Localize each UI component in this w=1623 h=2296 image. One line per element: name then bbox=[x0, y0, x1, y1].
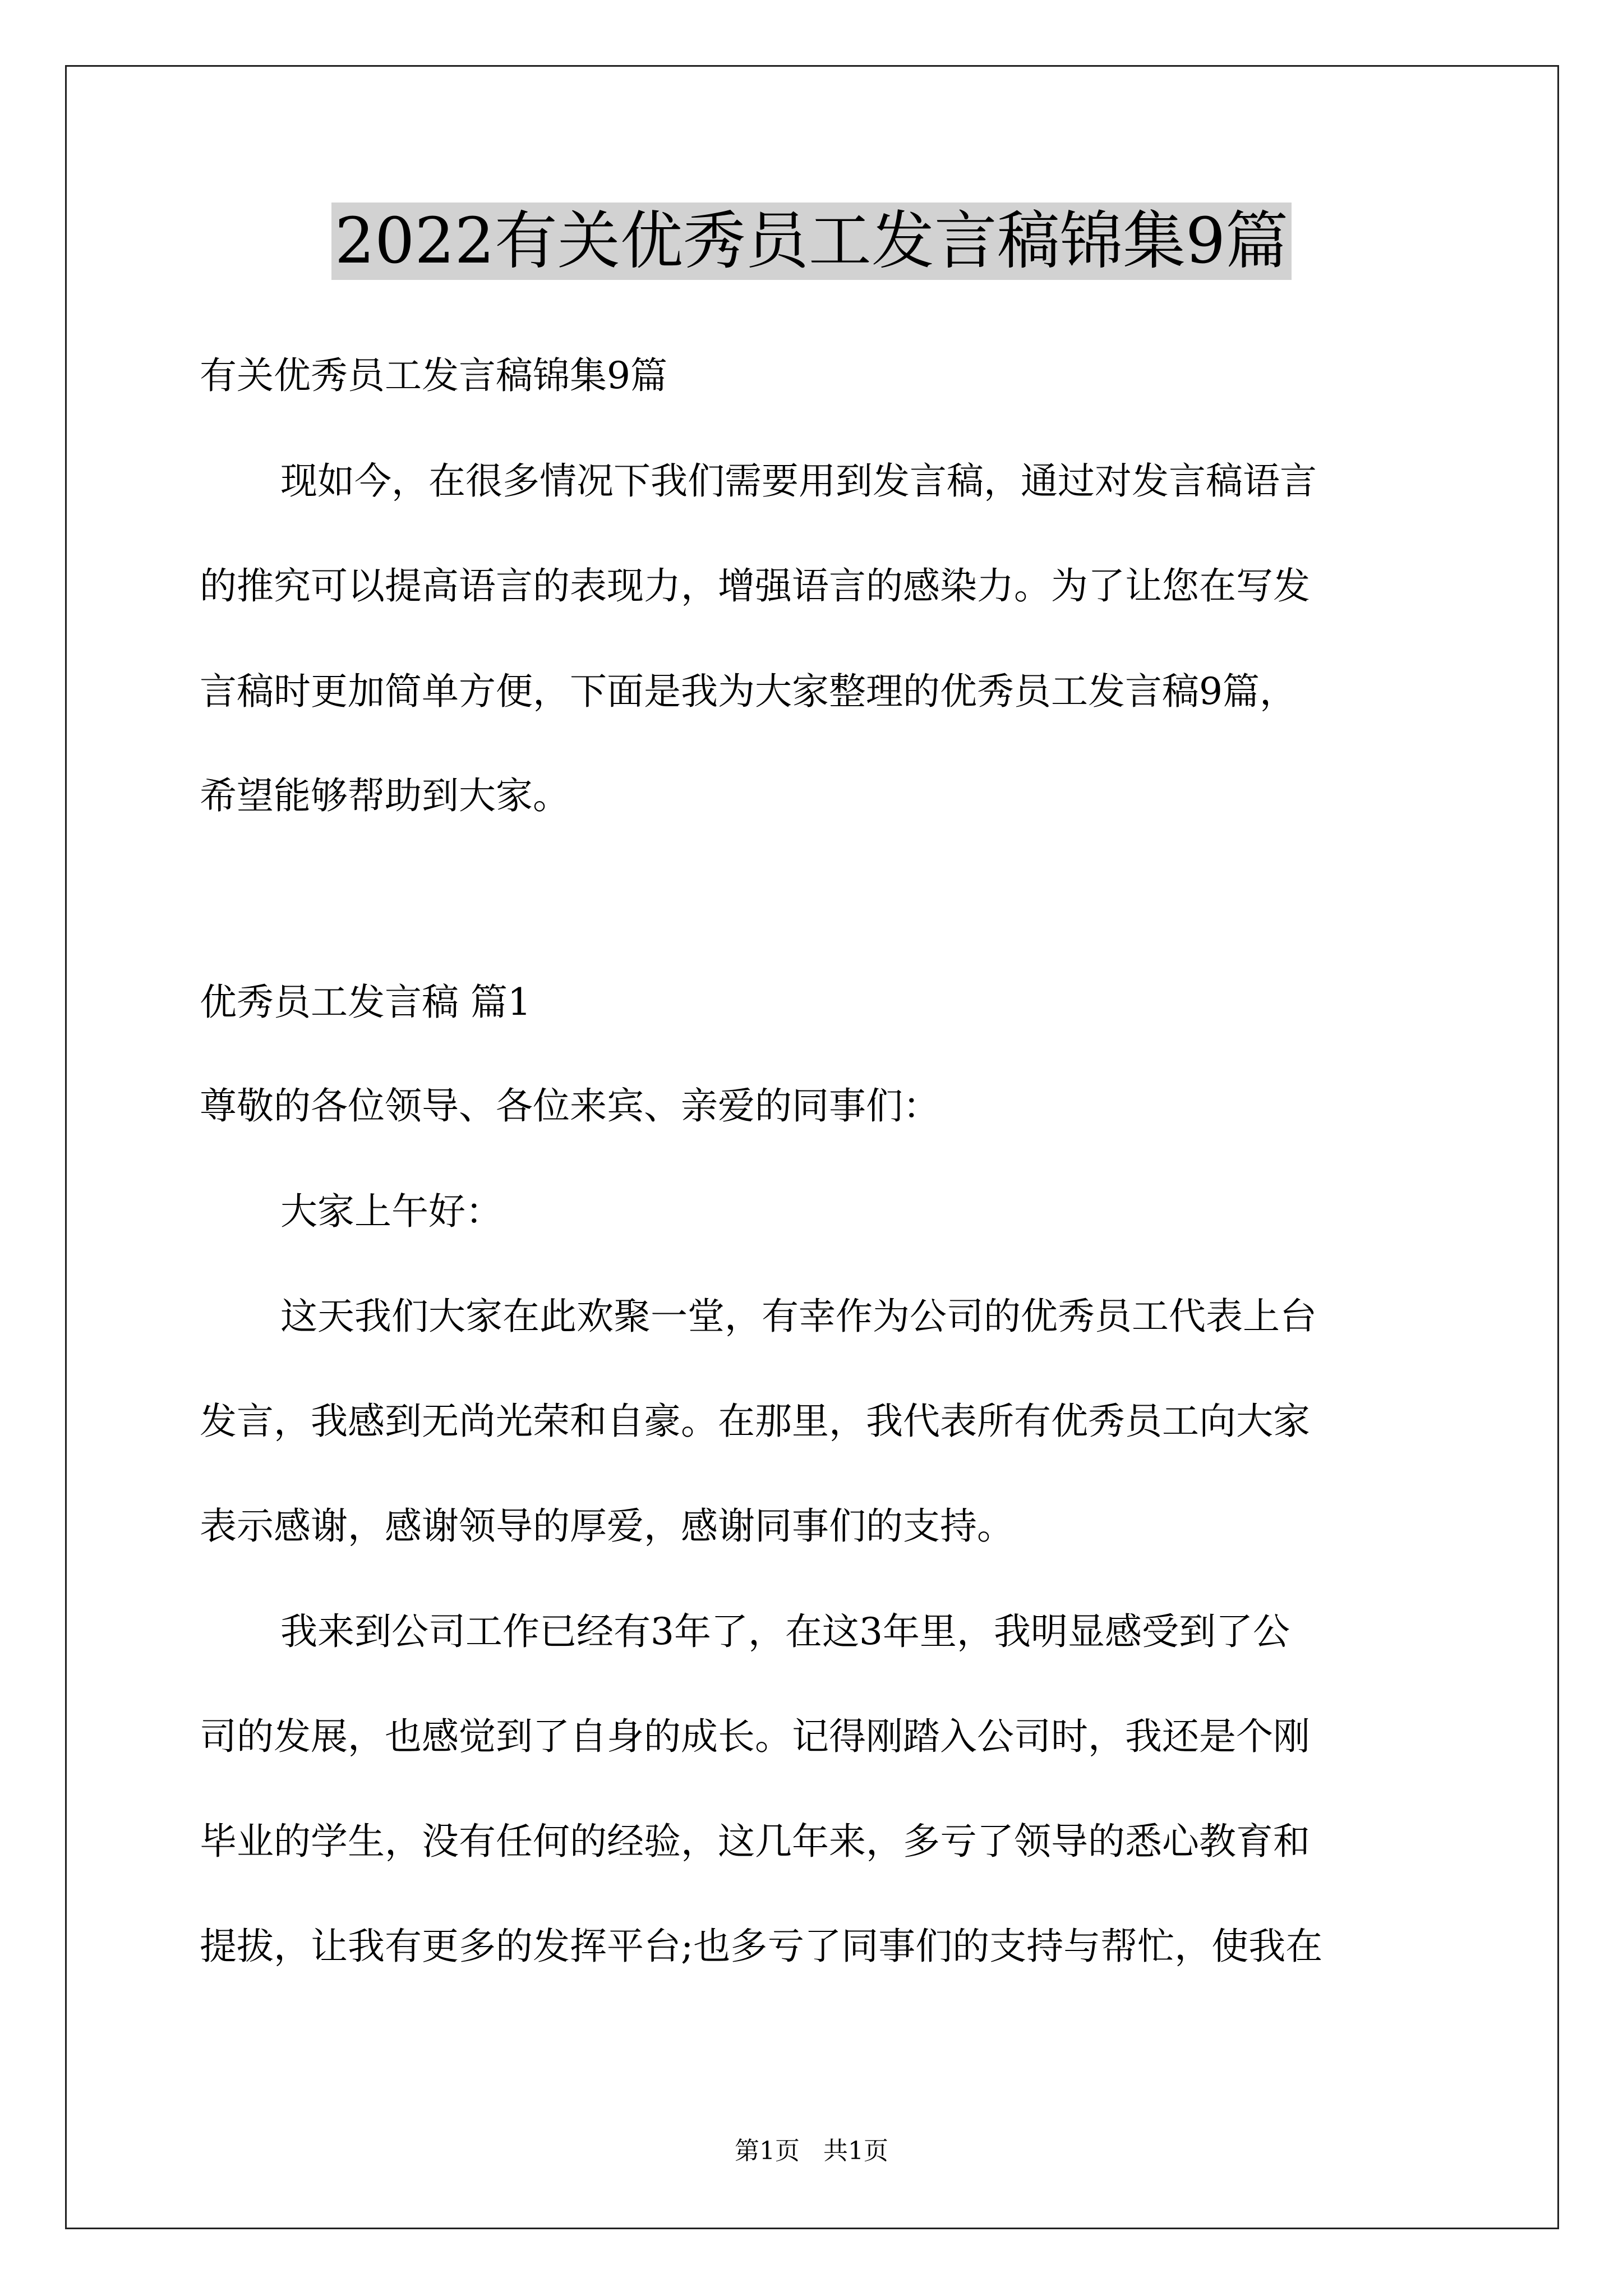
paragraph-2-line-1: 我来到公司工作已经有3年了，在这3年里，我明显感受到了公 bbox=[280, 1610, 1290, 1653]
document-subtitle: 有关优秀员工发言稿锦集9篇 bbox=[200, 354, 667, 397]
intro-line-1: 现如今，在很多情况下我们需要用到发言稿，通过对发言稿语言 bbox=[280, 459, 1317, 503]
paragraph-2-line-3: 毕业的学生，没有任何的经验，这几年来，多亏了领导的悉心教育和 bbox=[200, 1820, 1310, 1863]
paragraph-1-line-3: 表示感谢，感谢领导的厚爱，感谢同事们的支持。 bbox=[200, 1504, 1014, 1548]
greeting: 大家上午好： bbox=[280, 1190, 502, 1233]
document-title: 2022有关优秀员工发言稿锦集9篇 bbox=[0, 203, 1623, 279]
paragraph-1-line-2: 发言，我感到无尚光荣和自豪。在那里，我代表所有优秀员工向大家 bbox=[200, 1400, 1310, 1443]
paragraph-1-line-1: 这天我们大家在此欢聚一堂，有幸作为公司的优秀员工代表上台 bbox=[280, 1295, 1317, 1338]
paragraph-2-line-4: 提拔，让我有更多的发挥平台;也多亏了同事们的支持与帮忙，使我在 bbox=[200, 1925, 1323, 1968]
paragraph-2-line-2: 司的发展，也感觉到了自身的成长。记得刚踏入公司时，我还是个刚 bbox=[200, 1715, 1310, 1758]
page-footer: 第1页 共1页 bbox=[735, 2137, 888, 2165]
intro-line-2: 的推究可以提高语言的表现力，增强语言的感染力。为了让您在写发 bbox=[200, 564, 1310, 608]
salutation: 尊敬的各位领导、各位来宾、亲爱的同事们： bbox=[200, 1084, 940, 1128]
intro-line-3: 言稿时更加简单方便，下面是我为大家整理的优秀员工发言稿9篇， bbox=[200, 670, 1297, 713]
section-heading: 优秀员工发言稿 篇1 bbox=[200, 981, 531, 1024]
intro-line-4: 希望能够帮助到大家。 bbox=[200, 774, 570, 817]
